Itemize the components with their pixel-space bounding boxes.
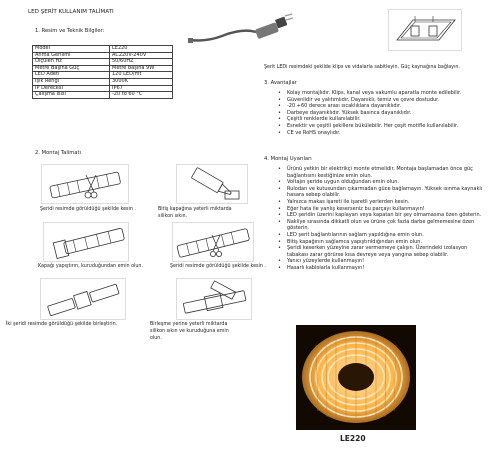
warning-item: • Ürünü yetkin bir elektrikçi monte etmelidir. Montaja başlamadan önce güç bağlantısını kestiğinize emin olun. (276, 166, 486, 179)
warning-item: • Rulodan ve kutusundan çıkarmadan güce bağlamayın. Yüksek ısınma kaynaklı hasara sebep olabilir. (276, 186, 486, 199)
advantage-item: • Çeşitli renklerde kullanılabilir. (276, 116, 498, 123)
step6-caption-line3: olun. (150, 336, 162, 341)
warning-item: • Hasarlı kablolarla kullanmayın! (276, 265, 486, 272)
warning-item: • Voltajın şeride uygun olduğundan emin olun. (276, 179, 486, 186)
spec-value: Metre başına 9W (110, 65, 173, 72)
product-photo-plug (186, 8, 296, 48)
step1-caption: Şeridi resimde görüldüğü şekilde kesin . (40, 207, 136, 212)
spec-key: Metre Başına Güç (33, 65, 110, 72)
spec-value: 120 LED/mt (110, 72, 173, 79)
product-label: LE220 (340, 434, 366, 443)
spec-value: 3000K (110, 78, 173, 85)
spec-key: IP Derecesi (33, 85, 110, 92)
warning-item: • LED şeridin üzerini kaplayan veya kapatan bir şey olmamasına özen gösterin. (276, 212, 486, 219)
spec-key: LED Adeti (33, 72, 110, 79)
spec-value: LE220 (110, 46, 173, 53)
step6-caption-line2: silikon sıkın ve kuruduğuna emin (150, 329, 229, 334)
spec-key: Çalışma Isısı (33, 92, 110, 99)
spec-value: IP67 (110, 85, 173, 92)
section-3-heading: 3. Avantajlar (264, 80, 297, 86)
advantages-list (276, 90, 498, 136)
advantage-item: • Güvenlidir ve yalıtımlıdır. Dayanıklı, temiz ve çevre dostudur. (276, 97, 498, 104)
step7-image-clips (388, 9, 462, 51)
step6-caption-line1: Birleşme yerine yeterli miktarda (150, 322, 228, 327)
document-title: LED ŞERİT KULLANIM TALİMATI (28, 9, 114, 15)
warning-item: • Şeridi keserken yüzeyine zarar vermemeye çalışın. Üzerindeki izolasyon tabakası zarar görürse kısa devreye veya yangına sebep olabilir. (276, 245, 486, 258)
warnings-list (276, 166, 486, 272)
step4-image-cut (172, 222, 254, 262)
advantage-item: • -20 +60 derece arası sıcaklıklara dayanıklıdır. (276, 103, 498, 110)
section-2-heading: 2. Montaj Talimatı (35, 150, 81, 156)
spec-value: -20 to 60 °C (110, 92, 173, 99)
warning-item: • Yanıcı yüzeylerde kullanmayın! (276, 258, 486, 265)
step3-caption: Kapağı yapıştırın, kuruduğundan emin olun. (38, 264, 143, 269)
step3-image-cap (43, 222, 129, 262)
step2-image-silicone (176, 164, 248, 204)
section-4-heading: 4. Montaj Uyarıları (264, 156, 312, 162)
advantage-item: • CE ve RoHS onaylıdır. (276, 130, 498, 137)
spec-value: AC220V-240V (110, 52, 173, 59)
warning-item: • Nakliye sırasında dikkatli olun ve ürüne çok fazla darbe gelmemesine özen gösterin. (276, 219, 486, 232)
warning-item: • Yalnızca makas işareti ile işaretli yerlerden kesin. (276, 199, 486, 206)
spec-key: Işık Rengi (33, 78, 110, 85)
step7-caption: Şerit LEDi resimdeki şekilde klips ve vidalarla sabitleyin. Güç kaynağına bağlayın. (264, 65, 460, 70)
warning-item: • Eğer hata ile yanlış keserseniz bu parçayı kullanmayın! (276, 206, 486, 213)
step1-image-cut (41, 164, 129, 204)
step4-caption: Şeridi resimde görüldüğü şekilde kesin . (170, 264, 266, 269)
spec-value: 50/60HZ (110, 59, 173, 66)
step6-image-silicone-joint (176, 278, 252, 320)
warning-item: • LED şerit bağlantılarının sağlam yapıldığına emin olun. (276, 232, 486, 239)
section-1-heading: 1. Resim ve Teknik Bilgiler: (35, 28, 105, 34)
step2-caption-line1: Bitiş kapağına yeterli miktarda (158, 207, 232, 212)
spec-key: Ölçülen Hz (33, 59, 110, 66)
step5-image-join (40, 278, 126, 320)
spec-key: Model (33, 46, 110, 53)
spec-key: Anma Gerilimi (33, 52, 110, 59)
advantage-item: • Darbeye dayanıklıdır. Yüksek basınca dayanıklıdır. (276, 110, 498, 117)
advantage-item: • Kolay montajlıdır. Klips, kanal veya vakumlu aparatla monte edilebilir. (276, 90, 498, 97)
spec-table (32, 45, 173, 99)
spec-row (33, 92, 173, 99)
step2-caption-line2: silikon sıkın. (158, 214, 188, 219)
step5-caption: İki şeridi resimde görüldüğü şekilde birleştirin. (6, 322, 118, 327)
product-photo-led-coil (296, 325, 416, 430)
advantage-item: • Esnektir ve çeşitli şekillere bükülebilir. Her çeşit motifle kullanılabilir. (276, 123, 498, 130)
warning-item: • Bitiş kapağının sağlamca yapıştırıldığından emin olun. (276, 239, 486, 246)
